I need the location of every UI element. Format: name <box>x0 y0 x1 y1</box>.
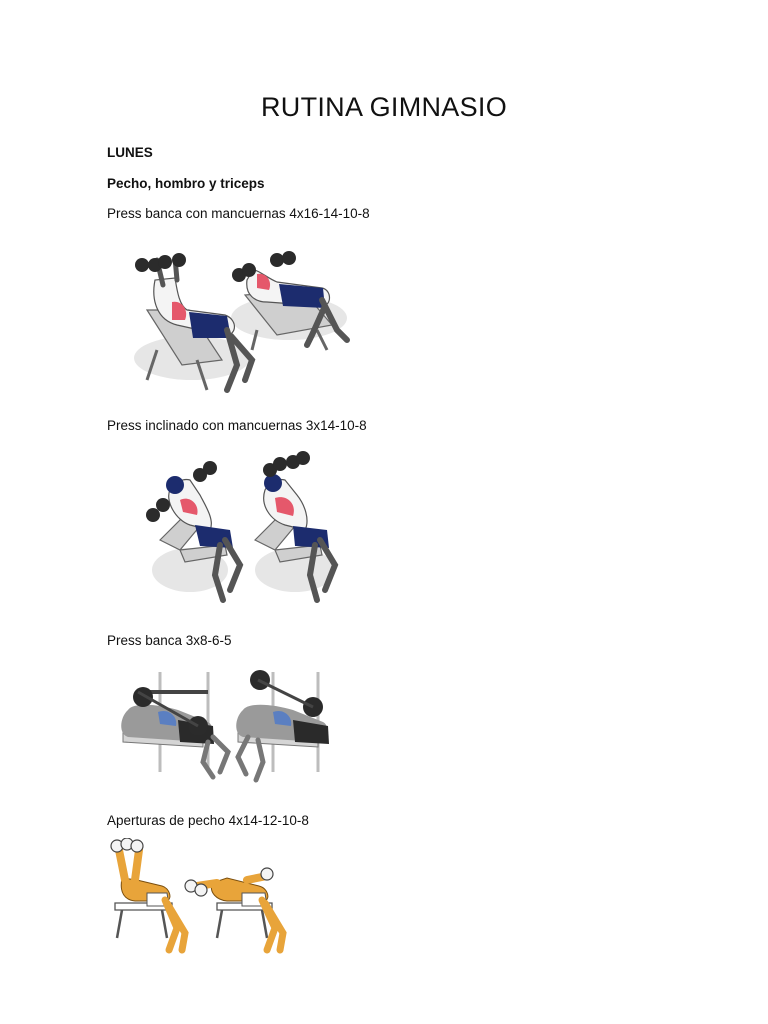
exercise-label-3: Press banca 3x8-6-5 <box>107 633 232 648</box>
exercise-illustration-incline-dumbbell-press <box>145 450 345 605</box>
day-heading: LUNES <box>107 145 153 160</box>
document-title: RUTINA GIMNASIO <box>260 92 508 122</box>
exercise-illustration-barbell-bench-press <box>108 662 338 792</box>
exercise-label-4: Aperturas de pecho 4x14-12-10-8 <box>107 813 309 828</box>
exercise-label-2: Press inclinado con mancuernas 3x14-10-8 <box>107 418 367 433</box>
exercise-illustration-chest-fly <box>107 838 292 963</box>
exercise-label-1: Press banca con mancuernas 4x16-14-10-8 <box>107 206 370 221</box>
exercise-illustration-dumbbell-bench-press <box>127 240 357 405</box>
muscle-group-heading: Pecho, hombro y triceps <box>107 176 265 191</box>
